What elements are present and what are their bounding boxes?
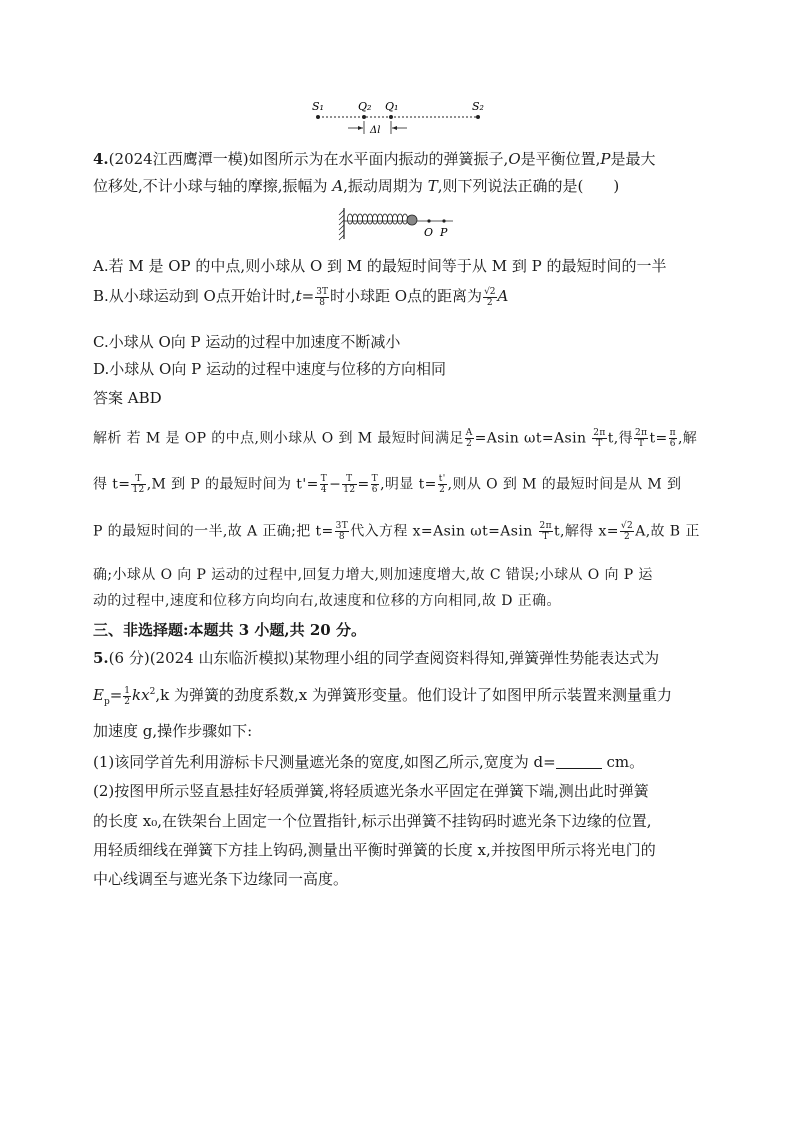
answer: 答案 ABD	[93, 389, 162, 407]
fig-label-p: P	[440, 226, 448, 239]
label-s1: S₁	[312, 100, 324, 113]
q5-line6: 的长度 x₀,在铁架台上固定一个位置指针,标示出弹簧不挂钩码时遮光条下边缘的位置,	[93, 812, 652, 830]
option-c: C.小球从 O向 P 运动的过程中加速度不断减小	[93, 333, 401, 351]
ball	[407, 215, 417, 225]
section-heading: 三、非选择题:本题共 3 小题,共 20 分。	[93, 621, 366, 639]
label-q2: Q₂	[358, 100, 372, 113]
q4-line1: 4.(2024江西鹰潭一模)如图所示为在水平面内振动的弹簧振子,O是平衡位置,P是最大	[93, 150, 656, 168]
label-q1: Q₁	[385, 100, 399, 113]
top-figure	[300, 96, 500, 140]
fraction: $\frac{3T}{8}$	[316, 286, 328, 308]
q5-line5: (2)按图甲所示竖直悬挂好轻质弹簧,将轻质遮光条水平固定在弹簧下端,测出此时弹簧	[93, 782, 649, 800]
option-a: A.若 M 是 OP 的中点,则小球从 O 到 M 的最短时间等于从 M 到 P 的最短时间的一半	[93, 257, 667, 275]
label-dl: Δl	[370, 125, 381, 136]
spring-coil	[347, 214, 407, 224]
solution-line4: 确;小球从 O 向 P 运动的过程中,回复力增大,则加速度增大,故 C 错误;小球从 O 向 P 运	[93, 567, 653, 583]
q5-number: 5.	[93, 649, 109, 667]
option-b: B.从小球运动到 O点开始计时,t= $\frac{3T}{8}$ 时小球距 O点的距离为 $\frac{√2}{2}$ A	[93, 286, 509, 308]
q5-line1: 5.(6 分)(2024 山东临沂模拟)某物理小组的同学查阅资料得知,弹簧弹性势能表达式为	[93, 649, 660, 667]
solution-line2: 得 t= $\frac{T}{12}$ ,M 到 P 的最短时间为 t'= $\frac{T}{4}$ − $\frac{T}{12}$ = $\frac{T}{6}$ ,明显 t= $\frac{t'}{2}$ ,则从 O 到 M 的最短时间是从 M 到	[93, 474, 682, 495]
q5-line3: 加速度 g,操作步骤如下:	[93, 722, 253, 740]
answer-blank[interactable]	[556, 754, 602, 769]
solution-line1: 解析 若 M 是 OP 的中点,则小球从 O 到 M 最短时间满足 $\frac{A}{2}$ =Asin ωt=Asin $\frac{2\pi}{T}$ t,得 $\frac{2\pi}{T}$ t= $\frac{\pi}{6}$ ,解	[93, 428, 698, 449]
fraction: $\frac{√2}{2}$	[484, 286, 496, 308]
option-d: D.小球从 O向 P 运动的过程中速度与位移的方向相同	[93, 360, 446, 378]
spring-figure	[338, 205, 463, 245]
q4-line2: 位移处,不计小球与轴的摩擦,振幅为 A,振动周期为 T,则下列说法正确的是( )	[93, 177, 620, 195]
q5-line2: $E_p=$ $\frac{1}{2}$ $kx^2,k$ 为弹簧的劲度系数,x 为弹簧形变量。他们设计了如图甲所示装置来测量重力	[93, 685, 672, 707]
q5-line8: 中心线调至与遮光条下边缘同一高度。	[93, 870, 349, 888]
q4-number: 4.	[93, 150, 109, 168]
q5-line4: (1)该同学首先利用游标卡尺测量遮光条的宽度,如图乙所示,宽度为 d= cm。	[93, 753, 645, 771]
solution-line5: 动的过程中,速度和位移方向均向右,故速度和位移的方向相同,故 D 正确。	[93, 593, 561, 609]
solution-line3: P 的最短时间的一半,故 A 正确;把 t= $\frac{3T}{8}$ 代入方程 x=Asin ωt=Asin $\frac{2\pi}{T}$ t,解得 x= $\frac{√2}{2}$ A,故 B 正	[93, 521, 700, 542]
q5-line7: 用轻质细线在弹簧下方挂上钩码,测量出平衡时弹簧的长度 x,并按图甲所示将光电门的	[93, 841, 656, 859]
fig-label-o: O	[424, 226, 434, 239]
label-s2: S₂	[472, 100, 484, 113]
